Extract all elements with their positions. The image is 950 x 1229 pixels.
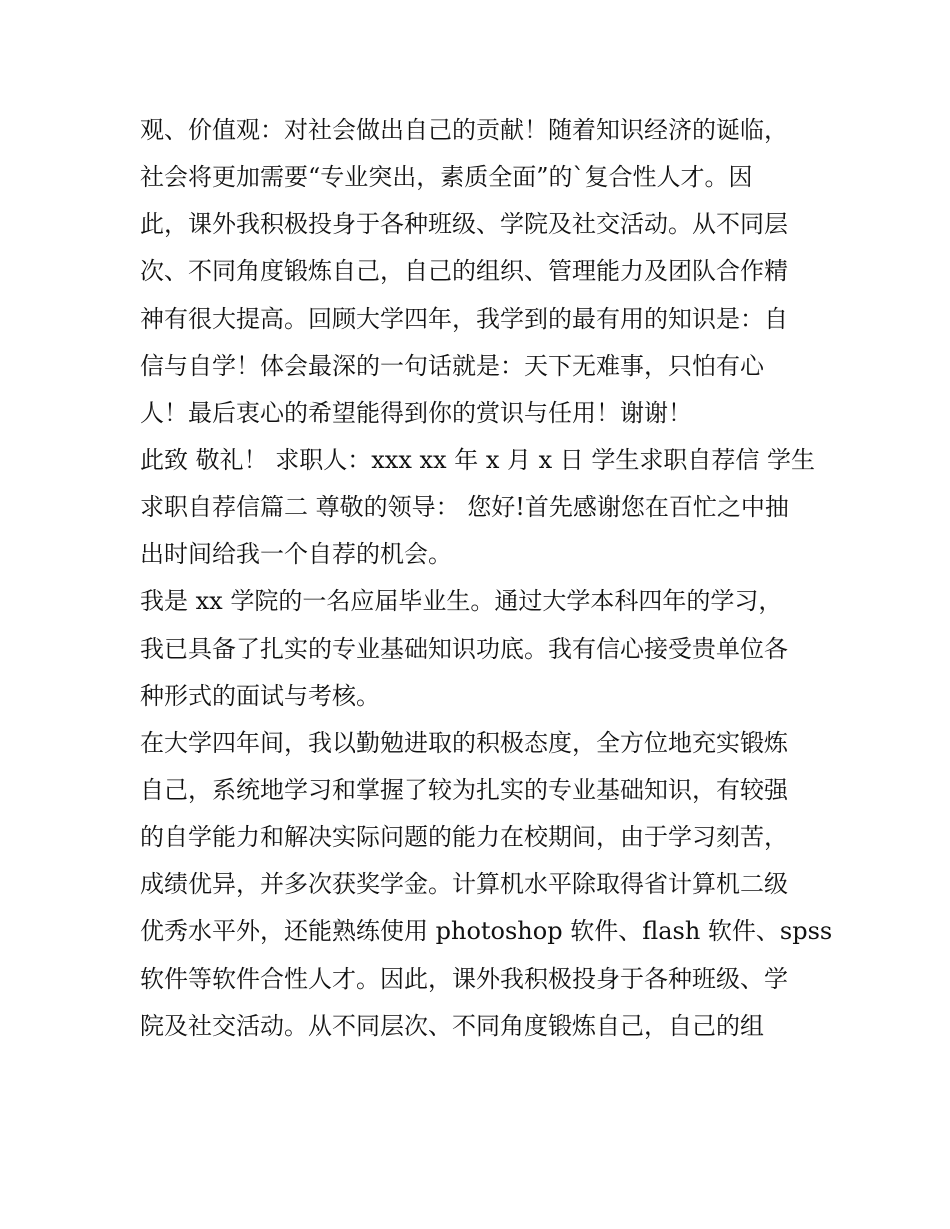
document-body [140, 107, 833, 1050]
text-line: 我已具备了扎实的专业基础知识功底。我有信心接受贵单位各 [140, 634, 788, 663]
text-line: 优秀水平外，还能熟练使用 photoshop 软件、flash 软件、spss [140, 917, 833, 946]
text-line: 求职自荐信篇二 尊敬的领导： 您好!首先感谢您在百忙之中抽 [140, 493, 789, 522]
text-line: 出时间给我一个自荐的机会。 [140, 540, 452, 569]
text-line: 成绩优异，并多次获奖学金。计算机水平除取得省计算机二级 [140, 870, 788, 899]
text-line: 种形式的面试与考核。 [140, 681, 380, 710]
text-line: 自己，系统地学习和掌握了较为扎实的专业基础知识，有较强 [140, 775, 788, 804]
text-line: 此致 敬礼！ 求职人：xxx xx 年 x 月 x 日 学生求职自荐信 学生 [140, 445, 816, 474]
text-line: 次、不同角度锻炼自己，自己的组织、管理能力及团队合作精 [140, 257, 788, 286]
text-line: 软件等软件合性人才。因此，课外我积极投身于各种班级、学 [140, 964, 788, 993]
text-line: 观、价值观：对社会做出自己的贡献！随着知识经济的诞临， [140, 116, 788, 144]
text-line: 神有很大提高。回顾大学四年，我学到的最有用的知识是：自 [140, 304, 788, 333]
text-line: 人！最后衷心的希望能得到你的赏识与任用！谢谢！ [140, 398, 692, 427]
text-line: 社会将更加需要“专业突出，素质全面”的`复合性人才。因 [140, 163, 753, 192]
text-line: 我是 xx 学院的一名应届毕业生。通过大学本科四年的学习， [140, 587, 783, 616]
text-line: 的自学能力和解决实际问题的能力在校期间，由于学习刻苦， [140, 823, 788, 852]
text-line: 院及社交活动。从不同层次、不同角度锻炼自己，自己的组 [140, 1011, 764, 1040]
text-line: 此，课外我积极投身于各种班级、学院及社交活动。从不同层 [140, 210, 788, 239]
text-line: 在大学四年间，我以勤勉进取的积极态度，全方位地充实锻炼 [140, 728, 788, 757]
text-line: 信与自学！体会最深的一句话就是：天下无难事，只怕有心 [140, 351, 764, 380]
